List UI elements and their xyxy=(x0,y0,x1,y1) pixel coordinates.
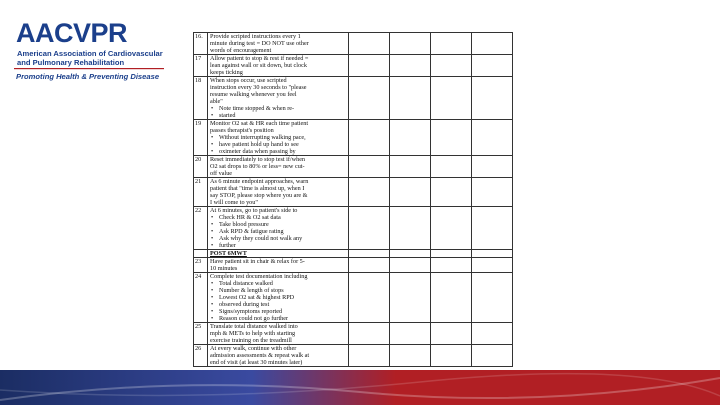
row-instruction xyxy=(208,77,349,120)
bullet-item: • Ask RPD & fatigue rating xyxy=(210,228,346,235)
blank-cell xyxy=(431,120,472,156)
blank-cell xyxy=(472,178,513,207)
blank-cell xyxy=(431,273,472,323)
bullet-item: • further xyxy=(210,242,346,249)
blank-cell xyxy=(390,156,431,178)
row-number: 20 xyxy=(194,156,208,178)
blank-cell xyxy=(349,207,390,250)
blank-cell xyxy=(431,345,472,367)
row-instruction xyxy=(208,345,349,367)
blank-cell xyxy=(431,258,472,273)
blank-cell xyxy=(472,345,513,367)
blank-cell xyxy=(349,55,390,77)
blank-cell xyxy=(390,273,431,323)
blank-cell xyxy=(472,156,513,178)
blank-cell xyxy=(390,33,431,55)
blank-cell xyxy=(431,55,472,77)
blank-cell xyxy=(390,345,431,367)
bullet-item: • Without interrupting walking pace, xyxy=(210,134,346,141)
blank-cell xyxy=(349,156,390,178)
blank-cell xyxy=(472,250,513,258)
row-number: 17 xyxy=(194,55,208,77)
row-instruction xyxy=(208,250,349,258)
blank-cell xyxy=(431,178,472,207)
blank-cell xyxy=(349,250,390,258)
row-number: 19 xyxy=(194,120,208,156)
bullet-item: • Signs/symptoms reported xyxy=(210,308,346,315)
row-instruction xyxy=(208,207,349,250)
row-instruction xyxy=(208,33,349,55)
blank-cell xyxy=(431,323,472,345)
checklist-row xyxy=(194,178,513,207)
blank-cell xyxy=(472,33,513,55)
instruction-line: end of visit (at least 30 minutes later) xyxy=(210,359,303,366)
instruction-line: able" xyxy=(210,98,223,105)
row-instruction xyxy=(208,273,349,323)
bullet-item: • started xyxy=(210,112,346,119)
instruction-line: resume walking whenever you feel xyxy=(210,91,297,98)
blank-cell xyxy=(390,250,431,258)
instruction-line: instruction every 30 seconds to "please xyxy=(210,84,307,91)
blank-cell xyxy=(349,258,390,273)
row-number: 26 xyxy=(194,345,208,367)
instruction-line: words of encouragement xyxy=(210,47,272,54)
blank-cell xyxy=(472,207,513,250)
row-number: 18 xyxy=(194,77,208,120)
checklist-row xyxy=(194,77,513,120)
blank-cell xyxy=(349,120,390,156)
logo-organization-name xyxy=(17,49,163,67)
blank-cell xyxy=(472,120,513,156)
instruction-line: keeps ticking xyxy=(210,69,243,76)
row-number: 25 xyxy=(194,323,208,345)
instruction-line: As 6 minute endpoint approaches, warn xyxy=(210,178,309,185)
row-instruction xyxy=(208,323,349,345)
instruction-line: Provide scripted instructions every 1 xyxy=(210,33,301,40)
logo-sub-line2: and Pulmonary Rehabilitation xyxy=(17,58,125,67)
blank-cell xyxy=(349,33,390,55)
footer-banner xyxy=(0,370,720,405)
blank-cell xyxy=(472,55,513,77)
blank-cell xyxy=(431,77,472,120)
instruction-line: At 6 minutes, go to patient's side to xyxy=(210,207,298,214)
checklist-table xyxy=(193,32,513,367)
instruction-line: patient that "time is almost up, when I xyxy=(210,185,305,192)
instruction-line: Have patient sit in chair & relax for 5- xyxy=(210,258,305,265)
instruction-line: off value xyxy=(210,170,233,177)
instruction-line: mph & METs to help with starting xyxy=(210,330,296,337)
checklist-row xyxy=(194,120,513,156)
instruction-line: exercise training on the treadmill xyxy=(210,337,292,344)
bullet-item: • Note time stopped & when re- xyxy=(210,105,346,112)
checklist-row xyxy=(194,33,513,55)
instruction-line: Monitor O2 sat & HR each time patient xyxy=(210,120,309,127)
row-number: 22 xyxy=(194,207,208,250)
instruction-line: Allow patient to stop & rest if needed = xyxy=(210,55,309,62)
bullet-item: • oximeter data when passing by xyxy=(210,148,346,155)
bullet-item: • Reason could not go further xyxy=(210,315,346,322)
bullet-item: • Total distance walked xyxy=(210,280,346,287)
blank-cell xyxy=(431,33,472,55)
section-header: POST 6MWT xyxy=(210,250,247,257)
instruction-line: At every walk, continue with other xyxy=(210,345,297,352)
blank-cell xyxy=(390,323,431,345)
logo-wordmark: AACVPR xyxy=(16,18,128,48)
row-instruction xyxy=(208,55,349,77)
row-instruction xyxy=(208,120,349,156)
instruction-line: minute during test = DO NOT use other xyxy=(210,40,309,47)
blank-cell xyxy=(390,120,431,156)
logo-sub-line1: American Association of Cardiovascular xyxy=(17,49,163,58)
bullet-item: • have patient hold up hand to see xyxy=(210,141,346,148)
instruction-line: passes therapist's position xyxy=(210,127,274,134)
bullet-item: • Take blood pressure xyxy=(210,221,346,228)
bullet-item: • observed during test xyxy=(210,301,346,308)
bullet-item: • Lowest O2 sat & highest RPD xyxy=(210,294,346,301)
aacvpr-logo xyxy=(14,18,164,84)
blank-cell xyxy=(390,258,431,273)
row-number xyxy=(194,250,208,258)
blank-cell xyxy=(390,178,431,207)
checklist-row xyxy=(194,156,513,178)
checklist-document xyxy=(193,32,512,366)
instruction-line: Reset immediately to stop test if/when xyxy=(210,156,306,163)
blank-cell xyxy=(431,156,472,178)
row-number: 16. xyxy=(194,33,208,55)
blank-cell xyxy=(349,323,390,345)
blank-cell xyxy=(390,77,431,120)
blank-cell xyxy=(472,258,513,273)
checklist-row xyxy=(194,55,513,77)
row-number: 24 xyxy=(194,273,208,323)
blank-cell xyxy=(349,77,390,120)
instruction-line: 10 minutes xyxy=(210,265,238,272)
checklist-row xyxy=(194,258,513,273)
blank-cell xyxy=(431,250,472,258)
blank-cell xyxy=(349,178,390,207)
row-instruction xyxy=(208,258,349,273)
instruction-line: Complete test documentation including xyxy=(210,273,308,280)
instruction-line: When stops occur, use scripted xyxy=(210,77,287,84)
blank-cell xyxy=(472,323,513,345)
logo-tagline: Promoting Health & Preventing Disease xyxy=(16,72,160,81)
row-instruction xyxy=(208,178,349,207)
instruction-line: lean against wall or sit down, but clock xyxy=(210,62,307,69)
checklist-row xyxy=(194,345,513,367)
checklist-row xyxy=(194,250,513,258)
logo-swoosh xyxy=(14,68,164,71)
bullet-item: • Check HR & O2 sat data xyxy=(210,214,346,221)
instruction-line: O2 sat drops to 80% or less= new cut- xyxy=(210,163,305,170)
bullet-item: • Ask why they could not walk any xyxy=(210,235,346,242)
instruction-line: Translate total distance walked into xyxy=(210,323,298,330)
blank-cell xyxy=(390,207,431,250)
blank-cell xyxy=(472,273,513,323)
checklist-row xyxy=(194,323,513,345)
checklist-row xyxy=(194,273,513,323)
instruction-line: admission assessments & repeat walk at xyxy=(210,352,310,359)
instruction-line: I will come to you" xyxy=(210,199,258,206)
row-number: 21 xyxy=(194,178,208,207)
blank-cell xyxy=(390,55,431,77)
bullet-item: • Number & length of stops xyxy=(210,287,346,294)
blank-cell xyxy=(349,273,390,323)
checklist-row xyxy=(194,207,513,250)
instruction-line: say STOP, please stop where you are & xyxy=(210,192,308,199)
blank-cell xyxy=(431,207,472,250)
blank-cell xyxy=(472,77,513,120)
blank-cell xyxy=(349,345,390,367)
row-instruction xyxy=(208,156,349,178)
row-number: 23 xyxy=(194,258,208,273)
